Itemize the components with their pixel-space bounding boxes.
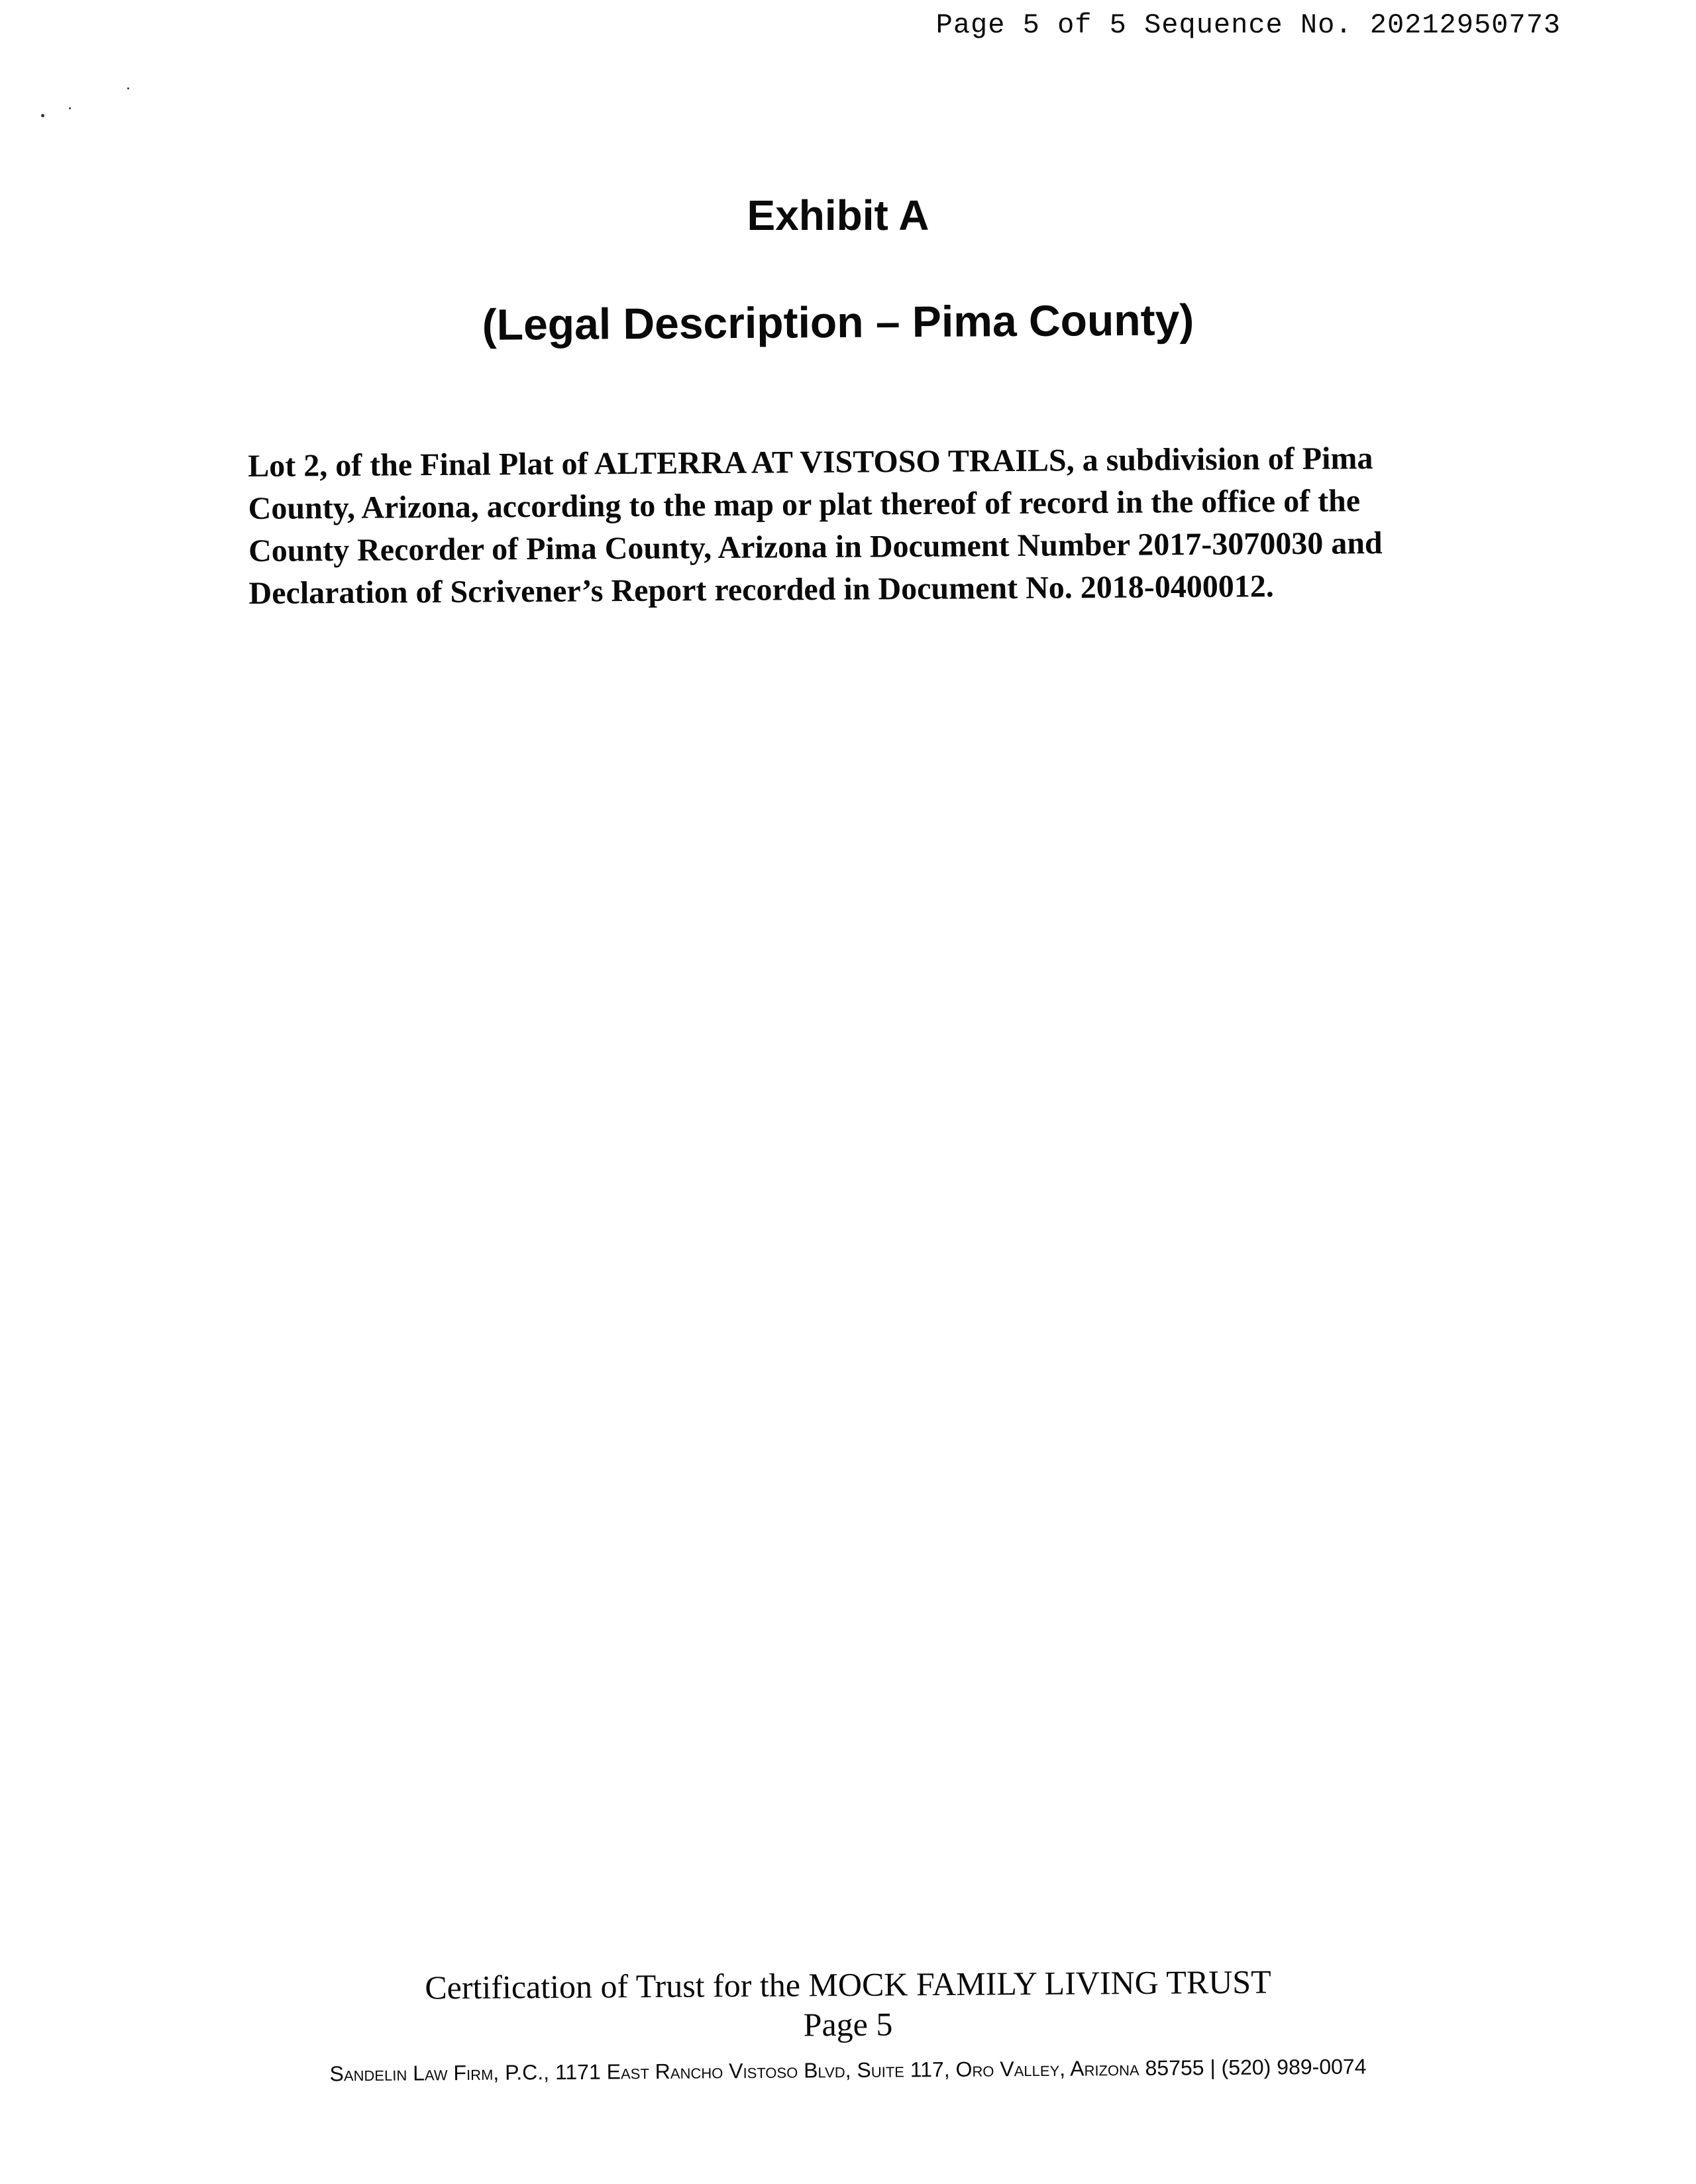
- scan-speck: [69, 107, 71, 109]
- footer-document-title: Certification of Trust for the MOCK FAMILY LIVING TRUST: [425, 1963, 1271, 2006]
- legal-description-line: Lot 2, of the Final Plat of ALTERRA AT VISTOSO TRAILS, a subdivision of Pima: [248, 441, 1373, 484]
- footer-firm-address: Sandelin Law Firm, P.C., 1171 East Rancho Vistoso Blvd, Suite 117, Oro Valley, Arizona 85755 | (520) 989-0074: [329, 2054, 1367, 2086]
- footer-page-number: Page 5: [803, 2005, 893, 2044]
- recording-sequence-stamp: Page 5 of 5 Sequence No. 20212950773: [935, 9, 1561, 41]
- exhibit-subtitle: (Legal Description – Pima County): [482, 295, 1194, 349]
- scan-speck: [127, 87, 129, 89]
- legal-description-line: County, Arizona, according to the map or plat thereof of record in the office of the: [248, 483, 1361, 526]
- scan-speck: [41, 114, 44, 117]
- exhibit-title: Exhibit A: [747, 191, 929, 239]
- legal-description-line: County Recorder of Pima County, Arizona in Document Number 2017-3070030 and: [248, 525, 1383, 569]
- legal-description-paragraph: [248, 437, 1455, 615]
- legal-description-line: Declaration of Scrivener’s Report recorded in Document No. 2018-0400012.: [248, 569, 1274, 611]
